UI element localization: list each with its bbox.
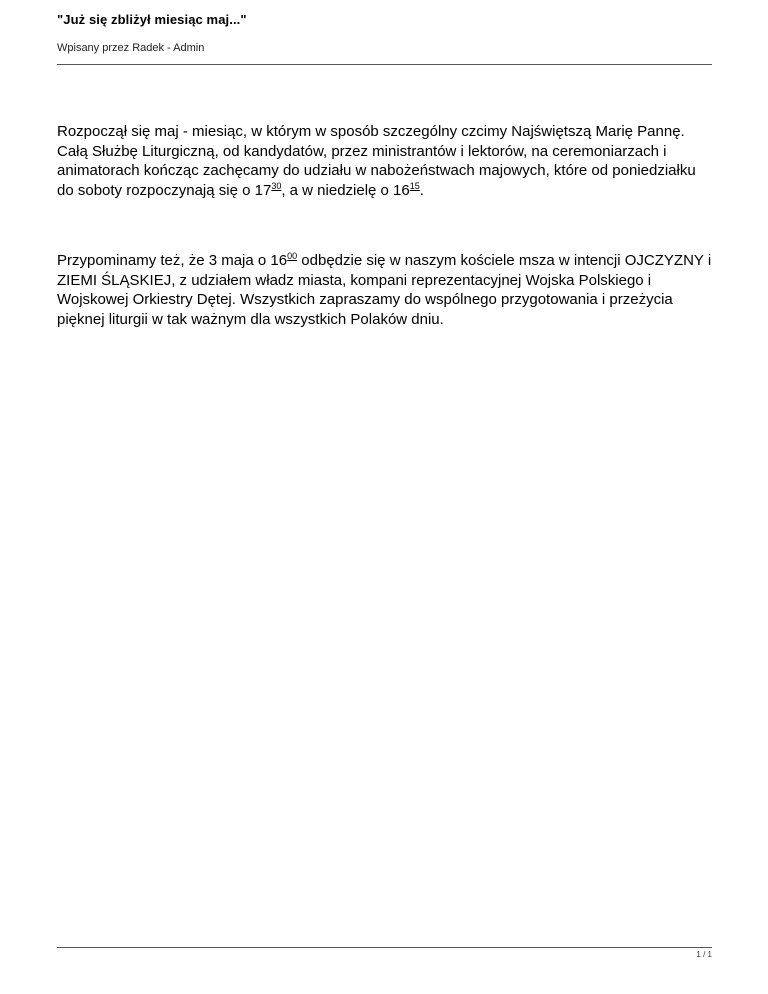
article-paragraph-1: [57, 122, 712, 200]
footer-divider: [57, 947, 712, 948]
paragraph-2-text-a: Przypominamy też, że 3 maja o 16: [57, 252, 288, 269]
paragraph-1-text-c: .: [419, 181, 424, 199]
sunday-time-superscript: 15: [409, 180, 420, 191]
paragraph-1-text-b: , a w niedzielę o 16: [281, 181, 410, 199]
mass-time-superscript: 00: [287, 251, 298, 261]
article-body: [57, 122, 712, 380]
author-byline: Wpisany przez Radek - Admin: [57, 42, 205, 54]
header-divider: [57, 64, 712, 65]
weekday-time-superscript: 30: [271, 180, 282, 191]
paragraph-2-text-b: odbędzie się w naszym kościele msza w intencji OJCZYZNY i ZIEMI ŚLĄSKIEJ, z udziałem władz miasta, kompani reprezentacyjnej Wojska Polskiego i Wojskowej Orkiestry Dętej. Wszystkich zapraszamy do wspólnego przygotowania i przeżycia pięknej liturgii w tak ważnym dla wszystkich Polaków dniu.: [57, 252, 712, 328]
page-title: "Już się zbliżył miesiąc maj...": [57, 12, 247, 27]
paragraph-1-text-a: Rozpoczął się maj - miesiąc, w którym w sposób szczególny czcimy Najświętszą Marię Pannę. Całą Służbę Liturgiczną, od kandydatów, przez ministrantów i lektorów, na ceremoniarzach i animatorach kończąc zachęcamy do udziału w nabożeństwach majowych, które od poniedziałku do soboty rozpoczynają się o 17: [57, 123, 696, 199]
article-paragraph-2: [57, 251, 712, 329]
page-number: 1 / 1: [696, 950, 712, 959]
